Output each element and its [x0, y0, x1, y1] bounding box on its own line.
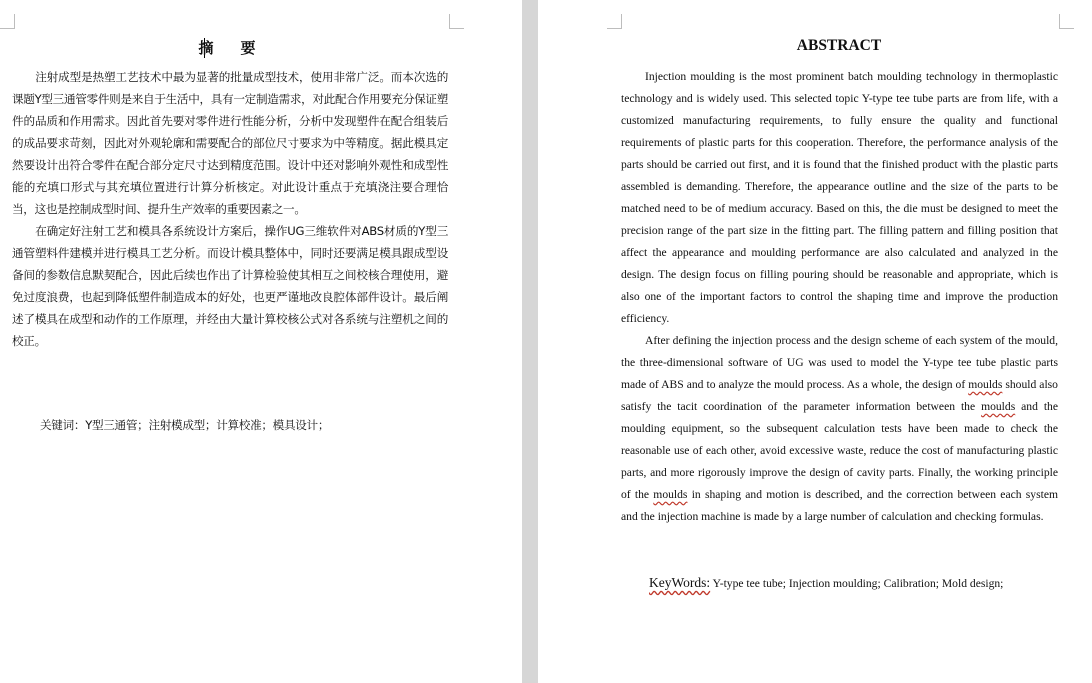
margin-corner-mark	[449, 14, 464, 29]
en-keywords-line	[649, 572, 1069, 595]
margin-corner-mark	[1059, 14, 1074, 29]
en-p2-text: After defining the injection process and the design scheme of each system of the mould, the three-dimensional software of UG was used to model the Y-type tee tube plastic parts made of ABS and to analyze the mould process. As a whole, the design of	[621, 334, 1058, 391]
en-p2-text: and the moulding equipment, so the subsequent calculation tests have been made to check the reasonable use of each other, avoid excessive waste, reduce the cost of manufacturing plastic parts, and more rigorously improve the design of cavity parts. Finally, the working principle of the	[621, 400, 1058, 501]
page-gutter	[522, 0, 538, 683]
spellcheck-word[interactable]: moulds	[981, 400, 1016, 413]
spellcheck-word[interactable]: moulds	[653, 488, 688, 501]
en-p1-text: Injection moulding is the most prominent batch moulding technology in thermoplastic technology and is widely used. This selected topic Y-type tee tube parts are from life, with a customized manufacturing requirements, to fully ensure the quality and functional requirements of plastic parts for this cooperation. Therefore, the performance analysis of the parts should be carried out first, and it is found that the finished product with the plastic parts assembled is demanding. Therefore, the appearance outline and the size of the parts to be matched need to be of medium accuracy. Based on this, the die must be designed to meet the precision range of the part size in the fitting part. The filling pattern and filling position that affect the appearance and moulding performance are also calculated and analyzed in the design. The design focus on filling pouring should be reasonable and appropriate, which is also one of the important factors to control the shaping time and improve the production efficiency.	[621, 70, 1058, 325]
en-keywords-text: Y-type tee tube; Injection moulding; Calibration; Mold design;	[710, 577, 1004, 590]
en-page-title: ABSTRACT	[796, 37, 882, 54]
en-p2-text: in shaping and motion is described, and the correction between each system and the injection machine is made by a large number of calculation and checking formulas.	[621, 488, 1058, 523]
en-body[interactable]	[621, 66, 1058, 528]
en-paragraph-2	[621, 330, 1058, 528]
cn-paragraph-2: 在确定好注射工艺和模具各系统设计方案后，操作UG三维软件对ABS材质的Y型三通管塑料件建模并进行模具工艺分析。而设计模具整体中，同时还要满足模具跟成型设备间的参数信息默契配合，因此后续也作出了计算检验使其相互之间校核合理使用，避免过度浪费，也起到降低塑件制造成本的好处，也更严谨地改良腔体部件设计。最后阐述了模具在成型和动作的工作原理，并经由大量计算校核公式对各系统与注塑机之间的校正。	[12, 224, 448, 348]
cn-keywords-label: 关键词：	[40, 418, 86, 432]
en-p2-text: should also satisfy the tacit coordination of the parameter information between the	[621, 378, 1058, 413]
margin-corner-mark	[607, 14, 622, 29]
english-abstract-page[interactable]	[538, 0, 1092, 683]
cn-page-title: 摘 要	[198, 39, 262, 57]
cn-keywords-text: Y型三通管；注射模成型；计算校准；模具设计；	[85, 418, 330, 432]
en-keywords-label[interactable]: KeyWords:	[649, 575, 711, 590]
cn-keywords-line	[40, 414, 460, 436]
margin-corner-mark	[0, 14, 15, 29]
spellcheck-word[interactable]: moulds	[968, 378, 1003, 391]
en-paragraph-1	[621, 66, 1058, 330]
cn-body[interactable]	[12, 66, 448, 352]
cn-paragraph-1: 注射成型是热塑工艺技术中最为显著的批量成型技术，使用非常广泛。而本次选的课题Y型三通管零件则是来自于生活中，具有一定制造需求，对此配合作用要充分保证塑件的品质和作用需求。因此首先要对零件进行性能分析，分析中发现塑件在配合组装后的成品要求苛刻，因此对外观轮廓和需要配合的部位尺寸要求为中等精度。据此模具定然要设计出符合零件在配合部分定尺寸达到精度范围。设计中还对影响外观性和成型性能的充填口形式与其充填位置进行计算分析核定。对此设计重点于充填浇注要合理恰当，这也是控制成型时间、提升生产效率的重要因素之一。	[12, 70, 448, 216]
chinese-abstract-page[interactable]	[0, 0, 522, 683]
